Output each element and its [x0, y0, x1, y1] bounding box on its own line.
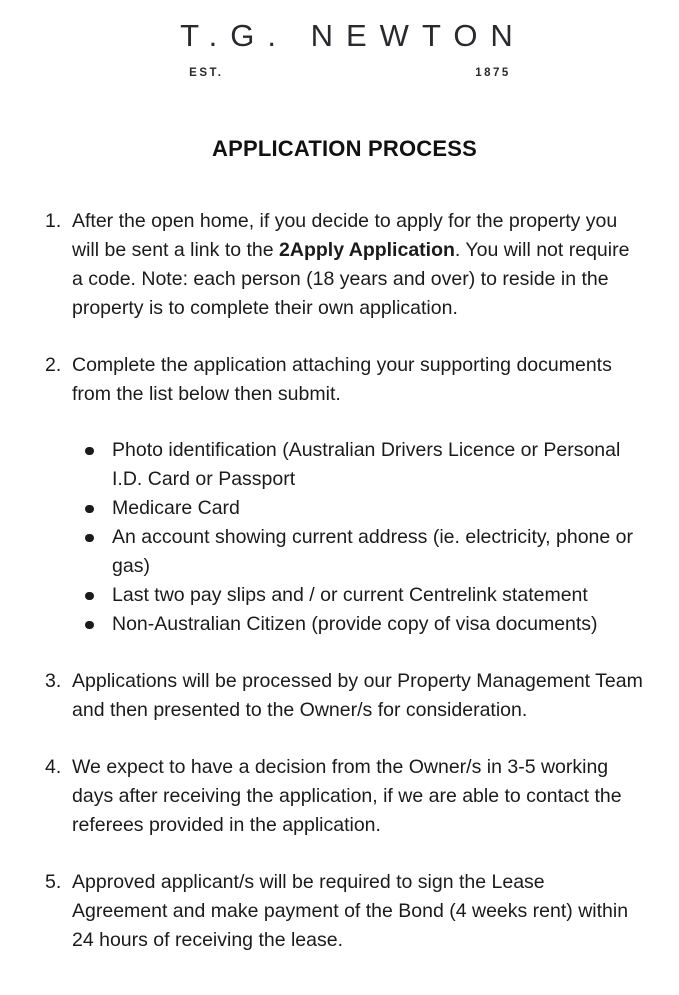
brand-logo: T.G. NEWTON	[180, 18, 526, 53]
established-year: 1875	[475, 67, 511, 79]
list-item-number: 2.	[45, 354, 62, 376]
bullet-item	[72, 523, 643, 581]
list-item-number: 1.	[45, 210, 62, 232]
list-item-number: 3.	[45, 670, 62, 692]
supporting-documents-list	[72, 436, 643, 639]
page-title: APPLICATION PROCESS	[212, 136, 477, 161]
list-item-number: 4.	[45, 756, 62, 778]
list-item-2	[45, 351, 643, 639]
list-item-text	[72, 210, 629, 319]
text-segment: We expect to have a decision from the Owner/s in 3-5 working days after receiving the application, if we are able to contact the referees provided in the application.	[72, 756, 622, 836]
bullet-icon	[85, 534, 94, 543]
bullet-item	[72, 581, 643, 610]
bullet-item	[72, 610, 643, 639]
established-label: EST.	[189, 67, 224, 79]
bullet-text: Medicare Card	[112, 497, 240, 519]
bullet-item	[72, 494, 643, 523]
bullet-icon	[85, 592, 94, 601]
list-item-3	[45, 667, 643, 725]
bold-text-segment: 2Apply Application	[279, 239, 455, 261]
list-item-text	[72, 670, 643, 721]
bullet-text: An account showing current address (ie. electricity, phone or gas)	[112, 526, 633, 577]
bullet-text: Last two pay slips and / or current Centrelink statement	[112, 584, 588, 606]
bullet-text: Photo identification (Australian Drivers Licence or Personal I.D. Card or Passport	[112, 439, 621, 490]
list-item-text	[72, 756, 622, 836]
list-item-4	[45, 753, 643, 840]
list-item-5	[45, 868, 643, 955]
text-segment: Applications will be processed by our Property Management Team and then presented to the Owner/s for consideration.	[72, 670, 643, 721]
text-segment: Complete the application attaching your supporting documents from the list below then submit.	[72, 354, 612, 405]
text-segment: . You will not require a code. Note: each person (18 years and over) to reside in the property is to complete their own application.	[72, 239, 630, 319]
list-item-text	[72, 354, 612, 405]
list-item-text	[72, 871, 628, 951]
bullet-icon	[85, 447, 94, 456]
list-item-1	[45, 207, 643, 323]
bullet-icon	[85, 505, 94, 514]
process-list	[45, 207, 643, 955]
text-segment: After the open home, if you decide to apply for the property you will be sent a link to the	[72, 210, 618, 261]
list-item-number: 5.	[45, 871, 62, 893]
brand-header	[180, 18, 526, 79]
brand-subline	[180, 67, 513, 79]
bullet-item	[72, 436, 643, 494]
bullet-icon	[85, 621, 94, 630]
text-segment: Approved applicant/s will be required to sign the Lease Agreement and make payment of the Bond (4 weeks rent) within 24 hours of receiving the lease.	[72, 871, 629, 951]
bullet-text: Non-Australian Citizen (provide copy of visa documents)	[112, 613, 598, 635]
